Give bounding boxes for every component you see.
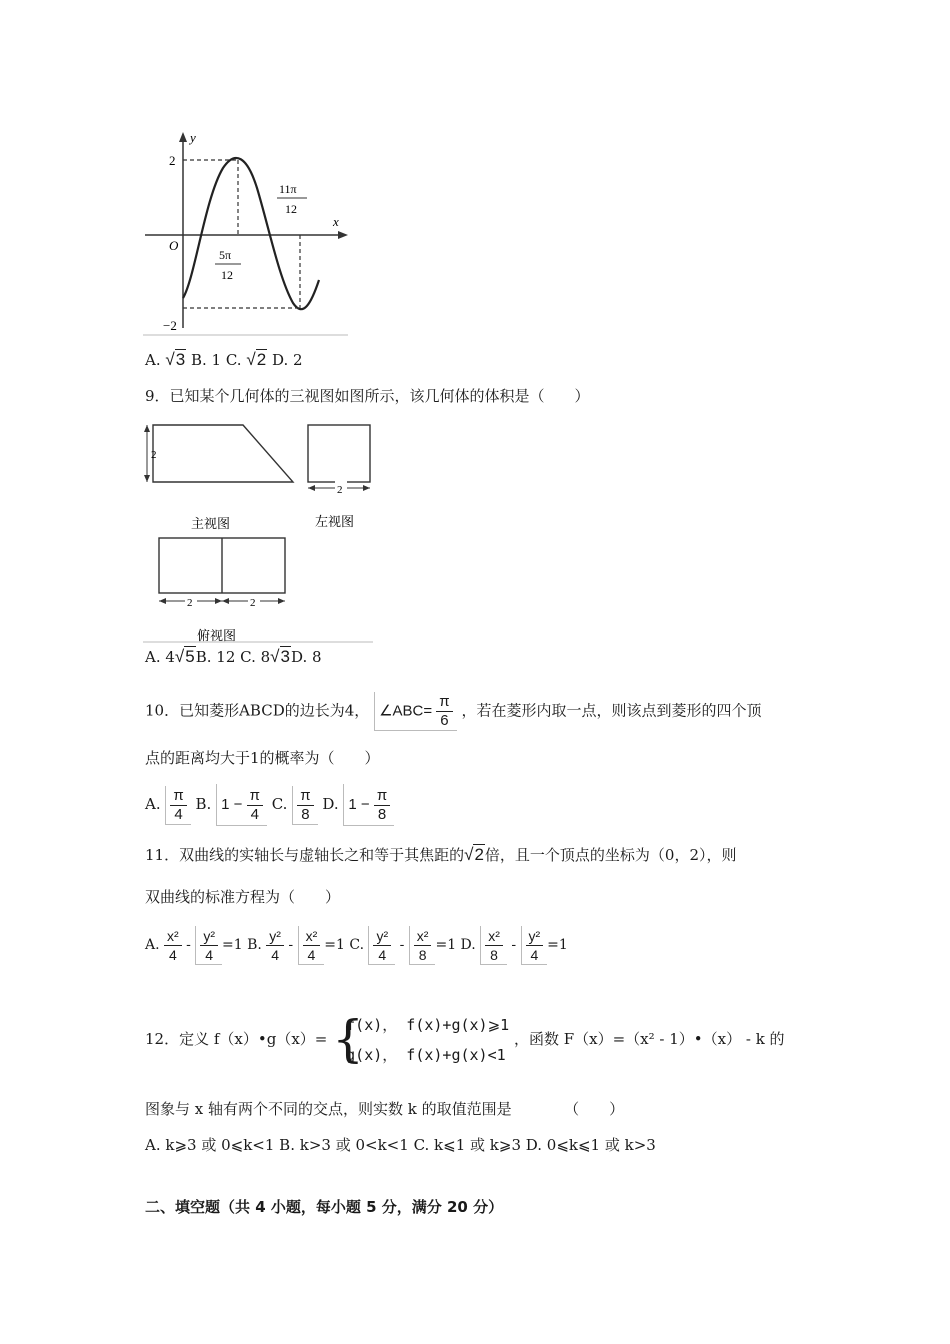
- top-dim-right: 2: [250, 597, 256, 609]
- top-dim-left: 2: [187, 597, 193, 609]
- opt-d-expr: 1 − $\frac{\pi}{8}$: [343, 784, 394, 826]
- q8-options: A. √3 B. 1 C. √2 D. 2: [145, 350, 303, 369]
- y-axis-label: y: [190, 130, 196, 145]
- frac-5pi-num: 5π: [219, 248, 232, 262]
- y-tick-2: 2: [169, 153, 176, 168]
- top-view-label: 俯视图: [197, 628, 237, 643]
- piecewise-def: { f(x)， f(x)+g(x)⩾1 g(x)， f(x)+g(x)<1: [332, 1010, 510, 1068]
- q11-line1: 11．双曲线的实轴长与虚轴长之和等于其焦距的√2倍，且一个顶点的坐标为（0，2），则: [145, 845, 737, 864]
- side-width-dim: 2: [337, 484, 343, 496]
- q11-line2: 双曲线的标准方程为（ ）: [145, 888, 341, 906]
- q12-line2: 图象与 x 轴有两个不同的交点，则实数 k 的取值范围是 （ ）: [145, 1100, 625, 1118]
- y-tick-neg2: −2: [163, 318, 177, 333]
- opt-a-frac: $\frac{\pi}{4}$: [165, 786, 190, 825]
- frac-5pi-den: 12: [221, 268, 233, 282]
- section-heading: 二、填空题（共 4 小题，每小题 5 分，满分 20 分）: [145, 1198, 504, 1216]
- sqrt-3b: √3: [270, 647, 290, 666]
- frac-11pi-num: 11π: [279, 182, 297, 196]
- front-height-dim: 2: [151, 449, 157, 461]
- q10-line2: 点的距离均大于1的概率为（ ）: [145, 749, 380, 767]
- q12-options: A. k⩾3 或 0⩽k<1 B. k>3 或 0<k<1 C. k⩽1 或 k⩾3 D. 0⩽k⩽1 或 k>3: [145, 1136, 656, 1154]
- angle-formula: ∠ABC= $\frac{\pi}{6}$: [374, 692, 457, 731]
- q9-text: 9．已知某个几何体的三视图如图所示，该几何体的体积是（ ）: [145, 387, 590, 405]
- side-view-label: 左视图: [315, 514, 355, 529]
- x-axis-label: x: [333, 214, 339, 229]
- sqrt-5: √5: [174, 647, 195, 666]
- sqrt-2: √2: [246, 350, 267, 369]
- sine-graph-figure: [143, 128, 353, 338]
- sqrt-3: √3: [165, 350, 186, 369]
- q10-line1: 10．已知菱形ABCD的边长为4， ∠ABC= $\frac{\pi}{6}$ ，若在菱形内取一点，则该点到菱形的四个顶: [145, 693, 762, 729]
- three-view-figure: [143, 418, 375, 644]
- opt-c-frac: $\frac{\pi}{8}$: [292, 786, 317, 825]
- frac-11pi-den: 12: [285, 202, 297, 216]
- q10-options: A. $\frac{\pi}{4}$ B. 1 − $\frac{\pi}{4}$ C. $\frac{\pi}{8}$ D. 1 − $\frac{\pi}{8}$: [145, 784, 394, 826]
- q12-line1: 12．定义 f（x）•g（x）= { f(x)， f(x)+g(x)⩾1 g(x)， f(x)+g(x)<1 ，函数 F（x）=（x² - 1）•（x） - k 的: [145, 1010, 785, 1068]
- front-view-label: 主视图: [191, 516, 231, 531]
- q11-options: A. $\frac{\text{x²}}{4}$ - $\frac{\text{y²}}{4}$ =1 B. $\frac{\text{y²}}{4}$ - $\frac{\text{x²}}{4}$ =1 C. $\frac{\text{y²}}{4}$ - $\frac{\text{x²}}{8}$ =1 D. $\frac{\text{x²}}{8}$ - $\frac{\text{y²}}{4}$ =1: [145, 927, 568, 963]
- origin-label: O: [169, 238, 179, 253]
- q9-options: A. 4√5B. 12 C. 8√3D. 8: [145, 647, 322, 666]
- opt-b-expr: 1 − $\frac{\pi}{4}$: [216, 784, 267, 826]
- sqrt-2b: √2: [464, 845, 484, 864]
